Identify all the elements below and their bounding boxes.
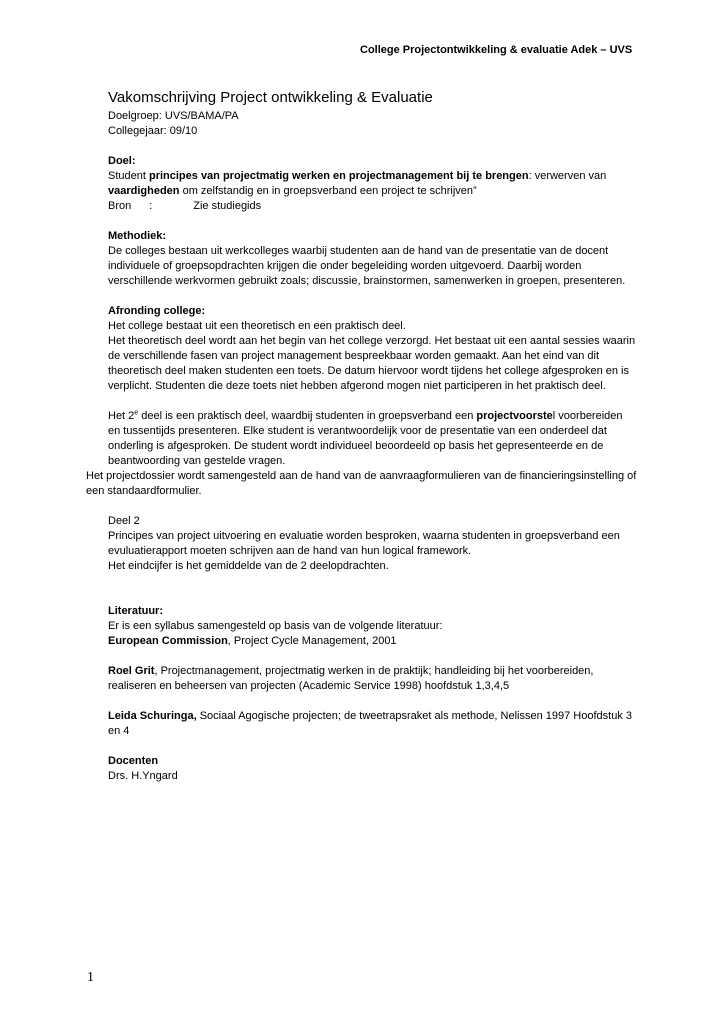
collegejaar-line: Collegejaar: 09/10 <box>108 125 198 137</box>
methodiek-line: individuele of groepsopdrachten krijgen die onder begeleiding worden uitgevoerd. Daarbij worden <box>108 260 582 272</box>
afronding-line: theoretisch deel maken studenten een toets. De datum hiervoor wordt tijdens het college afgesproken en is <box>108 365 629 377</box>
literatuur-ref-1: European Commission, Project Cycle Management, 2001 <box>108 635 397 647</box>
doel-line-2: vaardigheden om zelfstandig en in groepsverband een project te schrijven” <box>108 185 477 197</box>
afronding-line: de verschillende fasen van project management bespreekbaar worden gemaakt. Aan het eind van dit <box>108 350 600 362</box>
methodiek-heading: Methodiek: <box>108 230 167 242</box>
page-number: 1 <box>87 970 94 985</box>
methodiek-line: De colleges bestaan uit werkcolleges waarbij studenten aan de hand van de presentatie van de docent <box>108 245 609 257</box>
praktisch-deel-line-1: Het 2e deel is een praktisch deel, waardbij studenten in groepsverband een projectvoorstel voorbereiden <box>108 409 623 422</box>
afronding-line: Het college bestaat uit een theoretisch en een praktisch deel. <box>108 320 406 332</box>
docent-name: Drs. H.Yngard <box>108 770 178 782</box>
literatuur-ref-2-cont: realiseren en beheersen van projecten (Academic Service 1998) hoofdstuk 1,3,4,5 <box>108 680 510 692</box>
doel-heading: Doel: <box>108 155 136 167</box>
methodiek-line: verschillende werkvormen gebruikt zoals; discussie, brainstormen, samenwerken in groepen, presenteren. <box>108 275 626 287</box>
document-body <box>86 88 656 784</box>
afronding-heading: Afronding college: <box>108 305 206 317</box>
praktisch-deel-line: beantwoording van gestelde vragen. <box>108 455 286 467</box>
docenten-heading: Docenten <box>108 755 159 767</box>
praktisch-deel-line: onderling is afgesproken. De student wordt individueel beoordeeld op basis het gepresenteerde en de <box>108 440 604 452</box>
deel2-heading: Deel 2 <box>108 515 140 527</box>
projectdossier-line: Het projectdossier wordt samengesteld aan de hand van de aanvraagformulieren van de financieringsinstelling of <box>86 470 637 482</box>
deel2-line: Principes van project uitvoering en evaluatie worden besproken, waarna studenten in groepsverband een <box>108 530 620 542</box>
literatuur-heading: Literatuur: <box>108 605 163 617</box>
literatuur-ref-2: Roel Grit, Projectmanagement, projectmatig werken in de praktijk; handleiding bij het voorbereiden, <box>108 665 594 677</box>
literatuur-ref-3: Leida Schuringa, Sociaal Agogische projecten; de tweetrapsraket als methode, Nelissen 1997 Hoofdstuk 3 <box>108 710 633 722</box>
bron-line: Bron : Zie studiegids <box>108 200 262 212</box>
running-header: College Projectontwikkeling & evaluatie Adek – UVS <box>360 44 633 56</box>
deel2-line: evuluatierapport moeten schrijven aan de hand van hun logical framework. <box>108 545 472 557</box>
literatuur-intro: Er is een syllabus samengesteld op basis van de volgende literatuur: <box>108 620 443 632</box>
literatuur-ref-3-cont: en 4 <box>108 725 130 737</box>
deel2-line: Het eindcijfer is het gemiddelde van de 2 deelopdrachten. <box>108 560 389 572</box>
afronding-line: verplicht. Studenten die deze toets niet hebben afgerond mogen niet participeren in het praktisch deel. <box>108 380 606 392</box>
doel-line-1: Student principes van projectmatig werken en projectmanagement bij te brengen: verwerven van <box>108 170 607 182</box>
projectdossier-line: een standaardformulier. <box>86 485 202 497</box>
afronding-line: Het theoretisch deel wordt aan het begin van het college verzorgd. Het bestaat uit een aantal sessies waarin <box>108 335 636 347</box>
praktisch-deel-line: en tussentijds presenteren. Elke student is verantwoordelijk voor de presentatie van een onderdeel dat <box>108 425 607 437</box>
doelgroep-line: Doelgroep: UVS/BAMA/PA <box>108 110 239 122</box>
page-title: Vakomschrijving Project ontwikkeling & Evaluatie <box>108 89 433 106</box>
